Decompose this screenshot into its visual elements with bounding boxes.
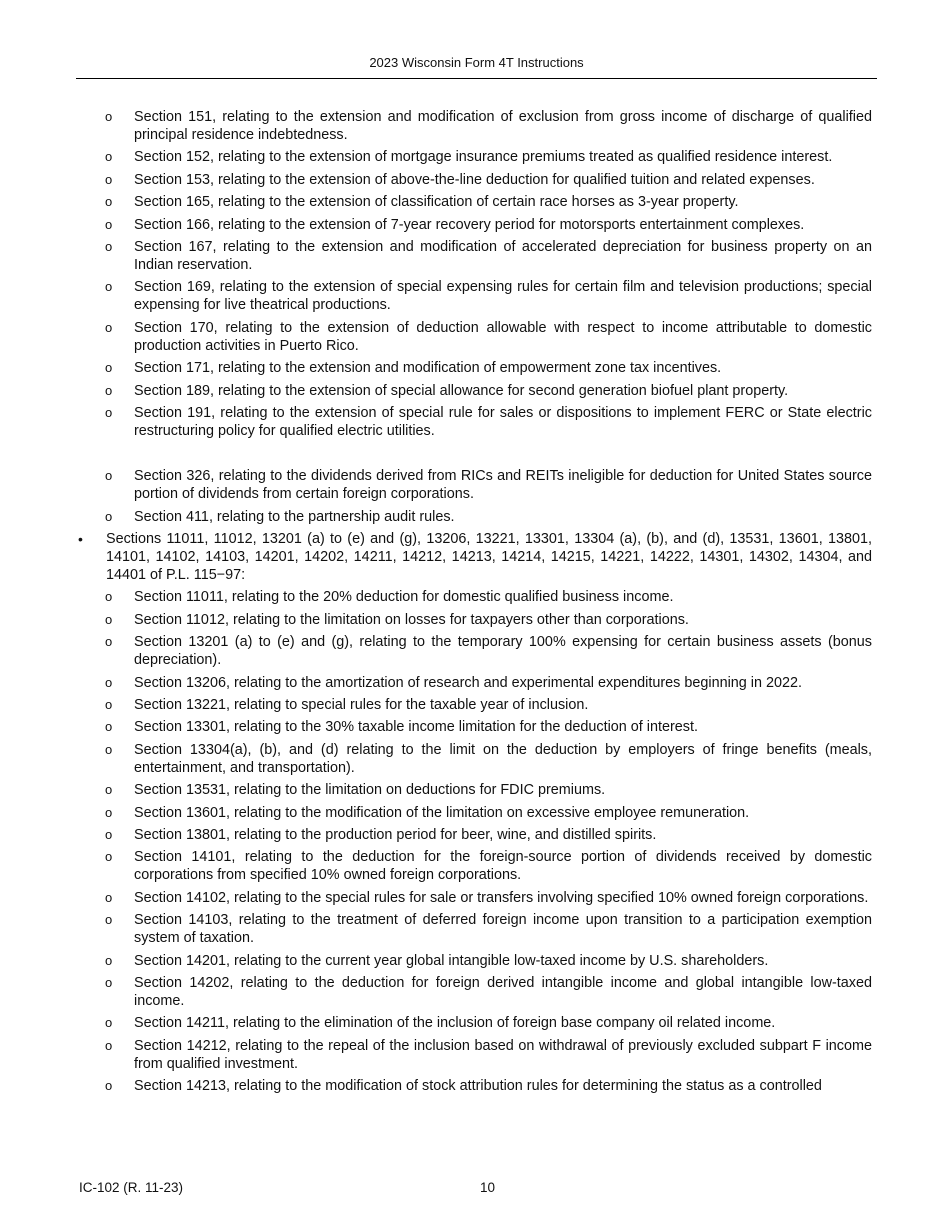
list-item	[105, 696, 872, 714]
sub-bullet-marker: o	[105, 171, 113, 187]
list-item-text: Section 11011, relating to the 20% deduction for domestic qualified business income.	[134, 589, 674, 606]
main-bullet-text: Sections 11011, 11012, 13201 (a) to (e) and (g), 13206, 13221, 13301, 13304 (a), (b), and (d), 13531, 13601, 13801, 14101, 14102, 14103, 14201, 14202, 14211, 14212, 14213, 14214, 14215, 14221, 14222, 14301, 14302, 14304, and 14401 of P.L. 115−97:	[106, 531, 872, 584]
sub-bullet-marker: o	[105, 952, 113, 968]
list-item	[105, 148, 872, 166]
list-item-text: Section 191, relating to the extension of special rule for sales or dispositions to implement FERC or State electric restructuring policy for qualified electric utilities.	[134, 404, 872, 439]
sub-list-2	[0, 467, 950, 525]
list-item	[105, 952, 872, 970]
page-content	[0, 108, 950, 1100]
sub-bullet-marker: o	[105, 508, 113, 524]
list-item-text: Section 169, relating to the extension of special expensing rules for certain film and television productions; special expensing for live theatrical productions.	[134, 279, 872, 314]
sub-bullet-marker: o	[105, 238, 113, 254]
main-bullet-item	[78, 530, 872, 584]
list-item	[105, 1014, 872, 1032]
list-item	[105, 826, 872, 844]
list-item	[105, 359, 872, 377]
list-item-text: Section 13201 (a) to (e) and (g), relating to the temporary 100% expensing for certain business assets (bonus depreciation).	[134, 634, 872, 669]
list-item	[105, 781, 872, 799]
list-item	[105, 108, 872, 144]
list-item-text: Section 167, relating to the extension and modification of accelerated depreciation for business property on an Indian reservation.	[134, 238, 872, 273]
list-item-text: Section 152, relating to the extension of mortgage insurance premiums treated as qualified residence interest.	[134, 149, 833, 166]
list-item	[105, 278, 872, 314]
sub-bullet-marker: o	[105, 382, 113, 398]
sub-bullet-marker: o	[105, 404, 113, 420]
list-item-text: Section 13601, relating to the modification of the limitation on excessive employee remuneration.	[134, 804, 750, 821]
list-item-text: Section 11012, relating to the limitation on losses for taxpayers other than corporations.	[134, 611, 689, 628]
sub-bullet-marker: o	[105, 782, 113, 798]
sub-bullet-marker: o	[105, 741, 113, 757]
sub-bullet-marker: o	[105, 1078, 113, 1094]
sub-bullet-marker: o	[105, 719, 113, 735]
list-item	[105, 216, 872, 234]
footer-form-id: IC-102 (R. 11-23)	[79, 1180, 184, 1195]
list-item	[105, 508, 872, 526]
list-item-text: Section 13304(a), (b), and (d) relating to the limit on the deduction by employers of fringe benefits (meals, entertainment, and transportation).	[134, 741, 872, 776]
sub-bullet-marker: o	[105, 1037, 113, 1053]
list-item	[105, 467, 872, 503]
list-item-text: Section 13206, relating to the amortization of research and experimental expenditures beginning in 2022.	[134, 674, 802, 691]
list-gap	[0, 444, 950, 467]
header-rule	[76, 78, 877, 79]
list-item	[105, 848, 872, 884]
sub-bullet-marker: o	[105, 109, 113, 124]
sub-bullet-marker: o	[105, 360, 113, 376]
list-item-text: Section 189, relating to the extension of special allowance for second generation biofuel plant property.	[134, 382, 789, 399]
list-item	[105, 319, 872, 355]
list-item	[105, 238, 872, 274]
list-item-text: Section 13531, relating to the limitation on deductions for FDIC premiums.	[134, 782, 606, 799]
sub-bullet-marker: o	[105, 468, 113, 484]
list-item-text: Section 165, relating to the extension of classification of certain race horses as 3-year property.	[134, 194, 739, 211]
sub-bullet-marker: o	[105, 319, 113, 335]
list-item	[105, 974, 872, 1010]
list-item-text: Section 14213, relating to the modification of stock attribution rules for determining the status as a controlled	[134, 1078, 822, 1095]
sub-bullet-marker: o	[105, 674, 113, 690]
list-item	[105, 1077, 872, 1095]
list-item-text: Section 14201, relating to the current year global intangible low-taxed income by U.S. shareholders.	[134, 952, 769, 969]
list-item	[105, 382, 872, 400]
list-item	[105, 633, 872, 669]
list-item	[105, 588, 872, 606]
list-item	[105, 1037, 872, 1073]
list-item-text: Section 14211, relating to the elimination of the inclusion of foreign base company oil related income.	[134, 1015, 776, 1032]
list-item-text: Section 153, relating to the extension of above-the-line deduction for qualified tuition and related expenses.	[134, 171, 815, 188]
list-item-text: Section 171, relating to the extension and modification of empowerment zone tax incentives.	[134, 360, 722, 377]
list-item	[105, 404, 872, 440]
sub-bullet-marker: o	[105, 974, 113, 990]
sub-bullet-marker: o	[105, 697, 113, 713]
sub-bullet-marker: o	[105, 194, 113, 210]
list-item-text: Section 14101, relating to the deduction for the foreign-source portion of dividends received by domestic corporations from specified 10% owned foreign corporations.	[134, 849, 872, 884]
list-item	[105, 804, 872, 822]
list-item	[105, 193, 872, 211]
list-item	[105, 171, 872, 189]
list-item	[105, 911, 872, 947]
list-item-text: Section 14102, relating to the special rules for sale or transfers involving specified 10% owned foreign corporations.	[134, 889, 869, 906]
list-item-text: Section 14103, relating to the treatment of deferred foreign income upon transition to a participation exemption system of taxation.	[134, 912, 872, 947]
page-header-title: 2023 Wisconsin Form 4T Instructions	[369, 55, 584, 70]
list-item-text: Section 411, relating to the partnership audit rules.	[134, 508, 455, 525]
sub-bullet-marker: o	[105, 849, 113, 865]
sub-bullet-marker: o	[105, 216, 113, 232]
list-item	[105, 889, 872, 907]
sub-list-3	[0, 588, 950, 1095]
sub-bullet-marker: o	[105, 826, 113, 842]
bullet-marker: •	[78, 531, 83, 548]
list-item	[105, 718, 872, 736]
sub-list-1	[0, 108, 950, 440]
sub-bullet-marker: o	[105, 1015, 113, 1031]
sub-bullet-marker: o	[105, 589, 113, 605]
list-item	[105, 674, 872, 692]
sub-bullet-marker: o	[105, 804, 113, 820]
list-item-text: Section 14202, relating to the deduction for foreign derived intangible income and global intangible low-taxed income.	[134, 974, 872, 1009]
list-item-text: Section 166, relating to the extension of 7-year recovery period for motorsports entertainment complexes.	[134, 216, 805, 233]
list-item-text: Section 13801, relating to the production period for beer, wine, and distilled spirits.	[134, 826, 657, 843]
sub-bullet-marker: o	[105, 889, 113, 905]
sub-bullet-marker: o	[105, 634, 113, 650]
list-item-text: Section 14212, relating to the repeal of the inclusion based on withdrawal of previously excluded subpart F income from qualified investment.	[134, 1037, 872, 1072]
list-item-text: Section 326, relating to the dividends derived from RICs and REITs ineligible for deduction for United States source portion of dividends from certain foreign corporations.	[134, 468, 872, 503]
sub-bullet-marker: o	[105, 149, 113, 165]
footer-page-number: 10	[480, 1180, 496, 1195]
list-item	[105, 741, 872, 777]
sub-bullet-marker: o	[105, 611, 113, 627]
list-item-text: Section 13221, relating to special rules for the taxable year of inclusion.	[134, 697, 589, 714]
list-item-text: Section 13301, relating to the 30% taxable income limitation for the deduction of interest.	[134, 719, 698, 736]
sub-bullet-marker: o	[105, 912, 113, 928]
list-item-text: Section 151, relating to the extension and modification of exclusion from gross income of discharge of qualified principal residence indebtedness.	[134, 109, 872, 143]
list-item-text: Section 170, relating to the extension of deduction allowable with respect to income attributable to domestic production activities in Puerto Rico.	[134, 319, 872, 354]
list-item	[105, 611, 872, 629]
sub-bullet-marker: o	[105, 279, 113, 295]
